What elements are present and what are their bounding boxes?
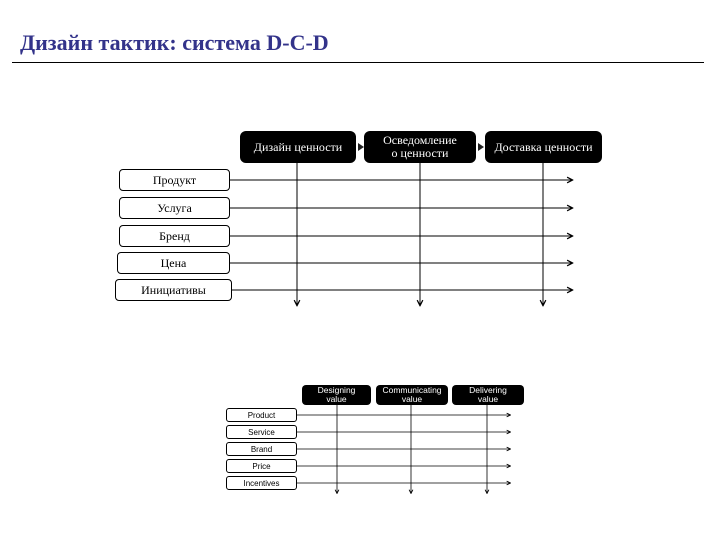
header-design-value-ru [240,131,356,163]
row-label-text: Инициативы [141,282,206,297]
row-label-service [226,425,297,439]
row-label-text: Incentives [243,478,280,488]
row-label-text: Бренд [159,228,190,243]
row-label-text: Продукт [152,172,197,187]
row-label-text: Brand [250,444,273,454]
header-label: Communicating value [382,385,442,404]
row-label-text: Service [248,427,275,437]
row-label-brend [119,225,230,247]
row-label-product [226,408,297,422]
row-label-text: Price [252,461,271,471]
header-designing-value-en [302,385,371,405]
row-label-incentives [226,476,297,490]
header-label: Осведомление о ценности [383,133,457,160]
header-delivering-value-en [452,385,524,405]
header-label: Доставка ценности [494,139,593,154]
header-communicate-value-ru [364,131,476,163]
row-label-text: Услуга [157,200,192,215]
chevron-connector-icon [478,143,484,151]
row-label-produkt [119,169,230,191]
row-label-usluga [119,197,230,219]
row-label-price [226,459,297,473]
header-deliver-value-ru [485,131,602,163]
header-label: Дизайн ценности [253,139,343,154]
row-label-text: Product [247,410,276,420]
row-label-initsiativy [115,279,232,301]
row-label-brand [226,442,297,456]
row-label-tsena [117,252,230,274]
row-label-text: Цена [160,255,187,270]
header-label: Designing value [317,385,356,404]
header-communicating-value-en [376,385,448,405]
header-label: Delivering value [469,385,507,404]
page-title: Дизайн тактик: система D-C-D [20,30,329,55]
